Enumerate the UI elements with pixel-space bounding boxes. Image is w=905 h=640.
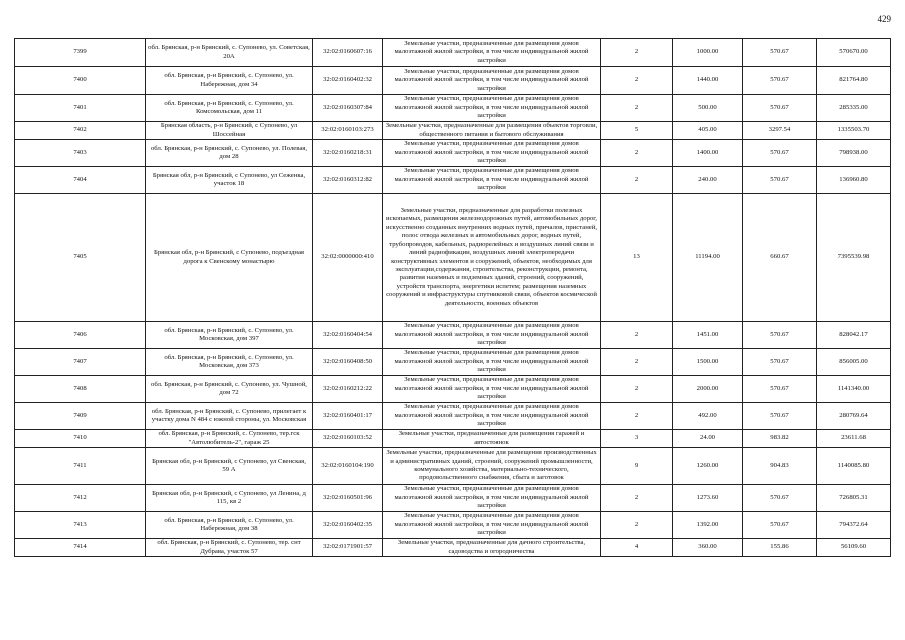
cadastral-value-cell: 23611.68 <box>817 430 891 448</box>
cadastral-value-cell: 56109.60 <box>817 539 891 557</box>
specific-value-cell: 570.67 <box>743 322 817 349</box>
cadastral-value-cell: 280769.64 <box>817 403 891 430</box>
table-row <box>15 430 891 448</box>
specific-value-cell: 570.67 <box>743 67 817 95</box>
use-group-cell: 9 <box>601 448 673 485</box>
row-number-cell: 7411 <box>15 448 146 485</box>
row-number-cell: 7413 <box>15 512 146 539</box>
specific-value-cell: 3297.54 <box>743 122 817 140</box>
row-number-cell: 7405 <box>15 194 146 322</box>
address-cell: обл. Брянская, р-н Брянский, с. Супонево, ул. Советская, 20А <box>146 39 313 67</box>
table-row <box>15 448 891 485</box>
row-number-cell: 7406 <box>15 322 146 349</box>
cadastral-number-cell: 32:02:0000000:410 <box>313 194 383 322</box>
cadastral-number-cell: 32:02:0160404:54 <box>313 322 383 349</box>
specific-value-cell: 155.86 <box>743 539 817 557</box>
land-use-cell: Земельные участки, предназначенные для размещения домов малоэтажной жилой застройки, в том числе индивидуальной жилой застройки <box>383 349 601 376</box>
land-use-cell: Земельные участки, предназначенные для размещения домов малоэтажной жилой застройки, в том числе индивидуальной жилой застройки <box>383 167 601 194</box>
cadastral-value-cell: 856005.00 <box>817 349 891 376</box>
land-use-cell: Земельные участки, предназначенные для размещения гаражей и автостоянок <box>383 430 601 448</box>
cadastral-value-table <box>14 38 891 557</box>
table-row <box>15 349 891 376</box>
row-number-cell: 7400 <box>15 67 146 95</box>
specific-value-cell: 570.67 <box>743 376 817 403</box>
cadastral-number-cell: 32:02:0160408:50 <box>313 349 383 376</box>
table-row <box>15 140 891 167</box>
use-group-cell: 2 <box>601 95 673 122</box>
use-group-cell: 2 <box>601 39 673 67</box>
cadastral-value-cell: 136960.80 <box>817 167 891 194</box>
cadastral-value-cell: 570670.00 <box>817 39 891 67</box>
table-row <box>15 376 891 403</box>
table-body <box>15 39 891 557</box>
row-number-cell: 7402 <box>15 122 146 140</box>
table-row <box>15 67 891 95</box>
cadastral-value-cell: 821764.80 <box>817 67 891 95</box>
cadastral-number-cell: 32:02:0160103:273 <box>313 122 383 140</box>
cadastral-number-cell: 32:02:0160501:96 <box>313 485 383 512</box>
address-cell: обл. Брянская, р-н Брянский, с. Супонево, ул. Чушной, дом 72 <box>146 376 313 403</box>
row-number-cell: 7407 <box>15 349 146 376</box>
row-number-cell: 7412 <box>15 485 146 512</box>
cadastral-number-cell: 32:02:0160104:190 <box>313 448 383 485</box>
use-group-cell: 13 <box>601 194 673 322</box>
page-number: 429 <box>877 14 891 24</box>
use-group-cell: 2 <box>601 167 673 194</box>
specific-value-cell: 660.67 <box>743 194 817 322</box>
land-use-cell: Земельные участки, предназначенные для размещения домов малоэтажной жилой застройки, в том числе индивидуальной жилой застройки <box>383 376 601 403</box>
use-group-cell: 2 <box>601 376 673 403</box>
cadastral-number-cell: 32:02:0160401:17 <box>313 403 383 430</box>
land-use-cell: Земельные участки, предназначенные для размещения домов малоэтажной жилой застройки, в том числе индивидуальной жилой застройки <box>383 322 601 349</box>
land-use-cell: Земельные участки, предназначенные для размещения домов малоэтажной жилой застройки, в том числе индивидуальной жилой застройки <box>383 403 601 430</box>
land-use-cell: Земельные участки, предназначенные для размещения домов малоэтажной жилой застройки, в том числе индивидуальной жилой застройки <box>383 140 601 167</box>
specific-value-cell: 570.67 <box>743 485 817 512</box>
address-cell: обл. Брянская, р-н Брянский, с. Супонево, ул. Полевая, дом 28 <box>146 140 313 167</box>
land-use-cell: Земельные участки, предназначенные для размещения производственных и административных зданий, строений, сооружений промышленности, коммунального хозяйства, материально-технического, продовольственного снабжения, сбыта и заготовок <box>383 448 601 485</box>
table-row <box>15 95 891 122</box>
address-cell: обл. Брянская, р-н Брянский, с. Супонево, тер.гск "Автолюбитель-2", гараж 25 <box>146 430 313 448</box>
area-cell: 1392.00 <box>673 512 743 539</box>
address-cell: обл. Брянская, р-н Брянский, с. Супонево, ул. Московская, дом 373 <box>146 349 313 376</box>
specific-value-cell: 570.67 <box>743 167 817 194</box>
cadastral-number-cell: 32:02:0160312:82 <box>313 167 383 194</box>
use-group-cell: 2 <box>601 322 673 349</box>
specific-value-cell: 570.67 <box>743 403 817 430</box>
land-use-cell: Земельные участки, предназначенные для размещения домов малоэтажной жилой застройки, в том числе индивидуальной жилой застройки <box>383 512 601 539</box>
cadastral-number-cell: 32:02:0160402:35 <box>313 512 383 539</box>
use-group-cell: 2 <box>601 512 673 539</box>
land-use-cell: Земельные участки, предназначенные для размещения домов малоэтажной жилой застройки, в том числе индивидуальной жилой застройки <box>383 485 601 512</box>
area-cell: 1440.00 <box>673 67 743 95</box>
cadastral-value-cell: 1140085.80 <box>817 448 891 485</box>
area-cell: 1273.60 <box>673 485 743 512</box>
area-cell: 1000.00 <box>673 39 743 67</box>
address-cell: обл. Брянская, р-н Брянский, с. Супонево, прилегает к участку дома N 484 с южной стороны, ул. Московская <box>146 403 313 430</box>
area-cell: 1260.00 <box>673 448 743 485</box>
specific-value-cell: 570.67 <box>743 349 817 376</box>
specific-value-cell: 570.67 <box>743 512 817 539</box>
cadastral-value-cell: 794372.64 <box>817 512 891 539</box>
cadastral-value-cell: 726805.31 <box>817 485 891 512</box>
area-cell: 2000.00 <box>673 376 743 403</box>
land-use-cell: Земельные участки, предназначенные для размещения объектов торговли, общественного питания и бытового обслуживания <box>383 122 601 140</box>
table-row <box>15 403 891 430</box>
cadastral-value-cell: 285335.00 <box>817 95 891 122</box>
cadastral-number-cell: 32:02:0160212:22 <box>313 376 383 403</box>
address-cell: обл. Брянская, р-н Брянский, с. Супонево, ул. Набережная, дом 38 <box>146 512 313 539</box>
use-group-cell: 2 <box>601 349 673 376</box>
table-row <box>15 512 891 539</box>
land-use-cell: Земельные участки, предназначенные для размещения домов малоэтажной жилой застройки, в том числе индивидуальной жилой застройки <box>383 67 601 95</box>
area-cell: 11194.00 <box>673 194 743 322</box>
use-group-cell: 2 <box>601 485 673 512</box>
land-use-cell: Земельные участки, предназначенные для разработки полезных ископаемых, размещения железнодорожных путей, автомобильных дорог, искусственно созданных внутренних водных путей, причалов, пристаней, полос отвода железных и автомобильных дорог, водных путей, трубопроводов, кабельных, радиорелейных и воздушных линий связи и линий радиофикации, воздушных линий электропередачи конструктивных элементов и сооружений, объектов, необходимых для эксплуатации,содержания, строительства, реконструкции, ремонта, развития наземных и подземных зданий, строений, сооружений, устройств транспорта, энергетики испетем; размещения наземных сооружений и инфраструктуры спутниковой связи, объектов космической деятельности, военных объектов <box>383 194 601 322</box>
cadastral-number-cell: 32:02:0160218:31 <box>313 140 383 167</box>
area-cell: 240.00 <box>673 167 743 194</box>
cadastral-value-cell: 1141340.00 <box>817 376 891 403</box>
table-row <box>15 485 891 512</box>
address-cell: Брянская область, р-н Брянский, с Супонево, ул Шоссейная <box>146 122 313 140</box>
area-cell: 500.00 <box>673 95 743 122</box>
cadastral-value-cell: 7395539.98 <box>817 194 891 322</box>
use-group-cell: 2 <box>601 403 673 430</box>
row-number-cell: 7403 <box>15 140 146 167</box>
address-cell: обл. Брянская, р-н Брянский, с. Супонево, ул. Комсомольская, дом 11 <box>146 95 313 122</box>
address-cell: Брянская обл, р-н Брянский, с Супонево, ул Сеженка, участок 18 <box>146 167 313 194</box>
use-group-cell: 3 <box>601 430 673 448</box>
cadastral-number-cell: 32:02:0160607:16 <box>313 39 383 67</box>
use-group-cell: 5 <box>601 122 673 140</box>
area-cell: 360.00 <box>673 539 743 557</box>
land-use-cell: Земельные участки, предназначенные для размещения домов малоэтажной жилой застройки, в том числе индивидуальной жилой застройки <box>383 39 601 67</box>
row-number-cell: 7399 <box>15 39 146 67</box>
cadastral-number-cell: 32:02:0160307:84 <box>313 95 383 122</box>
row-number-cell: 7410 <box>15 430 146 448</box>
specific-value-cell: 570.67 <box>743 140 817 167</box>
table-row <box>15 39 891 67</box>
area-cell: 1500.00 <box>673 349 743 376</box>
address-cell: Брянская обл, р-н Брянский, с Супонево, подъездная дорога к Свенскому монастырю <box>146 194 313 322</box>
table-row <box>15 322 891 349</box>
table-row <box>15 122 891 140</box>
table-row <box>15 167 891 194</box>
row-number-cell: 7408 <box>15 376 146 403</box>
specific-value-cell: 983.82 <box>743 430 817 448</box>
address-cell: обл. Брянская, р-н Брянский, с. Супонево, ул. Набережная, дом 34 <box>146 67 313 95</box>
area-cell: 24.00 <box>673 430 743 448</box>
cadastral-number-cell: 32:02:0160402:32 <box>313 67 383 95</box>
cadastral-number-cell: 32:02:0160103:52 <box>313 430 383 448</box>
address-cell: Брянская обл, р-н Брянский, с Супонево, ул Свенская, 59 А <box>146 448 313 485</box>
cadastral-value-cell: 828042.17 <box>817 322 891 349</box>
table-row <box>15 194 891 322</box>
cadastral-number-cell: 32:02:0171901:57 <box>313 539 383 557</box>
cadastral-value-cell: 798938.00 <box>817 140 891 167</box>
area-cell: 1400.00 <box>673 140 743 167</box>
use-group-cell: 2 <box>601 140 673 167</box>
row-number-cell: 7401 <box>15 95 146 122</box>
address-cell: обл. Брянская, р-н Брянский, с. Супонево, тер. снт Дубрава, участок 57 <box>146 539 313 557</box>
row-number-cell: 7414 <box>15 539 146 557</box>
use-group-cell: 2 <box>601 67 673 95</box>
specific-value-cell: 570.67 <box>743 95 817 122</box>
area-cell: 492.00 <box>673 403 743 430</box>
specific-value-cell: 570.67 <box>743 39 817 67</box>
row-number-cell: 7404 <box>15 167 146 194</box>
row-number-cell: 7409 <box>15 403 146 430</box>
area-cell: 1451.00 <box>673 322 743 349</box>
table-row <box>15 539 891 557</box>
specific-value-cell: 904.83 <box>743 448 817 485</box>
address-cell: обл. Брянская, р-н Брянский, с. Супонево, ул. Московская, дом 397 <box>146 322 313 349</box>
cadastral-value-cell: 1335503.70 <box>817 122 891 140</box>
land-use-cell: Земельные участки, предназначенные для размещения домов малоэтажной жилой застройки, в том числе индивидуальной жилой застройки <box>383 95 601 122</box>
land-use-cell: Земельные участки, предназначенные для дачного строительства, садоводства и огородничества <box>383 539 601 557</box>
use-group-cell: 4 <box>601 539 673 557</box>
address-cell: Брянская обл, р-н Брянский, с Супонево, ул Ленина, д 115, кв 2 <box>146 485 313 512</box>
area-cell: 405.00 <box>673 122 743 140</box>
